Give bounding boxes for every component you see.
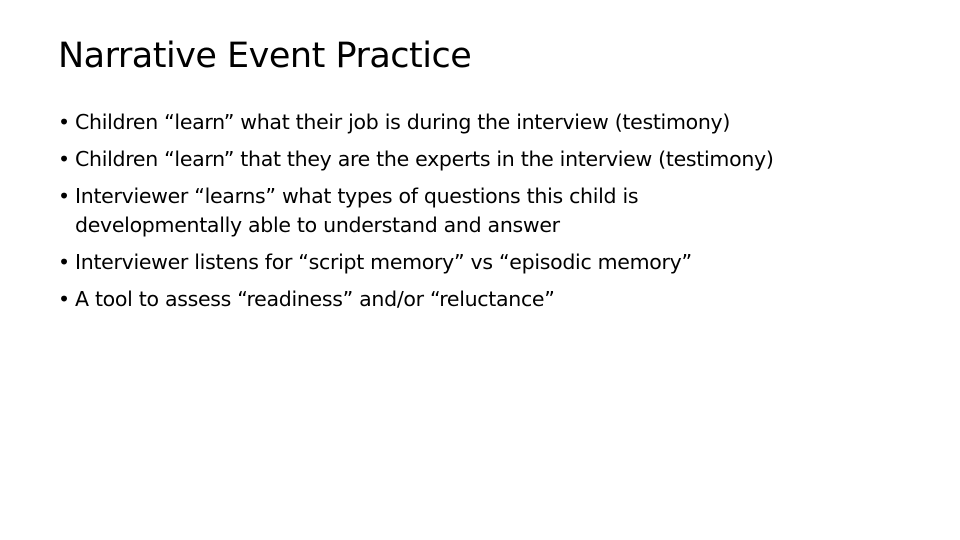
bullet-dot-icon: • bbox=[58, 147, 70, 171]
bullet-item bbox=[58, 108, 918, 137]
bullet-dot-icon: • bbox=[58, 110, 70, 134]
bullet-item bbox=[58, 285, 918, 314]
bullet-item bbox=[58, 248, 918, 277]
bullet-text: Children “learn” that they are the experts in the interview (testimony) bbox=[75, 147, 774, 171]
bullet-text: Children “learn” what their job is during the interview (testimony) bbox=[75, 110, 731, 134]
bullet-text: A tool to assess “readiness” and/or “reluctance” bbox=[75, 287, 555, 311]
bullet-list bbox=[58, 108, 918, 322]
bullet-dot-icon: • bbox=[58, 184, 70, 208]
slide-title: Narrative Event Practice bbox=[58, 36, 472, 76]
bullet-dot-icon: • bbox=[58, 287, 70, 311]
bullet-item bbox=[58, 182, 918, 240]
bullet-item bbox=[58, 145, 918, 174]
bullet-dot-icon: • bbox=[58, 250, 70, 274]
bullet-text: Interviewer listens for “script memory” vs “episodic memory” bbox=[75, 250, 692, 274]
bullet-text-continuation: developmentally able to understand and answer bbox=[75, 213, 560, 237]
bullet-text: Interviewer “learns” what types of questions this child is bbox=[75, 184, 639, 208]
